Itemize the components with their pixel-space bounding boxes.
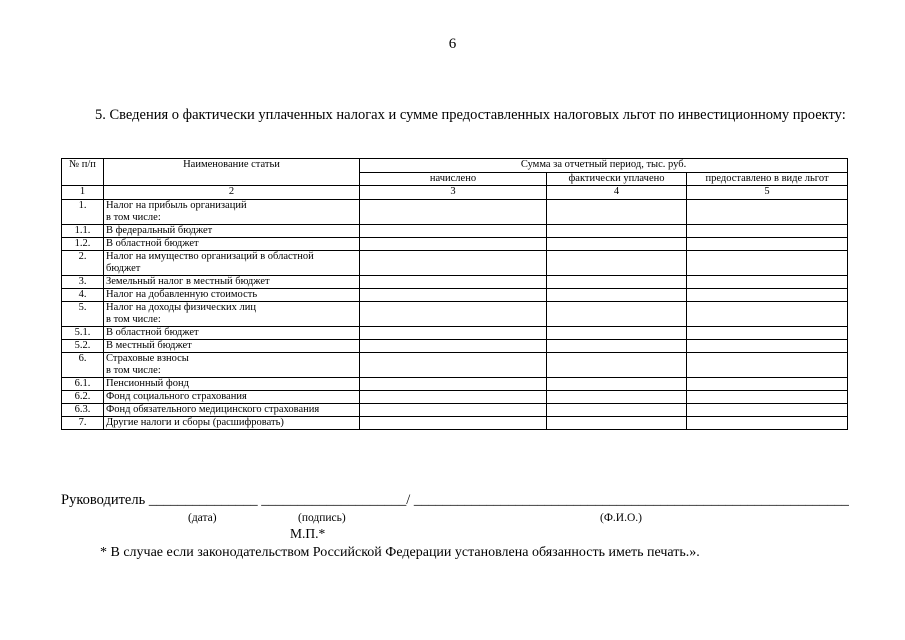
accrued-cell[interactable] [360, 404, 547, 417]
row-name-cell [104, 276, 360, 289]
table-row [62, 353, 848, 378]
paid-cell[interactable] [547, 378, 687, 391]
row-name-continuation: в том числе: [106, 365, 161, 376]
benefit-cell[interactable] [687, 302, 848, 327]
table-row [62, 289, 848, 302]
accrued-cell[interactable] [360, 340, 547, 353]
column-number: 1 [62, 186, 104, 200]
benefit-cell[interactable] [687, 251, 848, 276]
accrued-cell[interactable] [360, 378, 547, 391]
row-number: 1.1. [62, 225, 104, 238]
benefit-cell[interactable] [687, 391, 848, 404]
table-body [62, 186, 848, 430]
benefit-cell[interactable] [687, 276, 848, 289]
table-row [62, 238, 848, 251]
date-label: (дата) [188, 512, 217, 524]
fio-label: (Ф.И.О.) [600, 512, 642, 524]
table-row [62, 302, 848, 327]
header-accrued: начислено [360, 172, 547, 186]
row-name-cell [104, 340, 360, 353]
benefit-cell[interactable] [687, 353, 848, 378]
accrued-cell[interactable] [360, 327, 547, 340]
table-row [62, 404, 848, 417]
accrued-cell[interactable] [360, 289, 547, 302]
benefit-cell[interactable] [687, 289, 848, 302]
paid-cell[interactable] [547, 200, 687, 225]
header-benefit: предоставлено в виде льгот [687, 172, 848, 186]
table-row [62, 378, 848, 391]
row-number: 3. [62, 276, 104, 289]
row-name: Фонд обязательного медицинского страхования [106, 404, 320, 415]
accrued-cell[interactable] [360, 302, 547, 327]
row-name: Фонд социального страхования [106, 391, 247, 402]
accrued-cell[interactable] [360, 353, 547, 378]
row-name: Налог на прибыль организаций [106, 200, 247, 211]
row-number: 5.2. [62, 340, 104, 353]
table-row [62, 251, 848, 276]
paid-cell[interactable] [547, 302, 687, 327]
accrued-cell[interactable] [360, 200, 547, 225]
paid-cell[interactable] [547, 404, 687, 417]
row-name-cell [104, 327, 360, 340]
row-name: В федеральный бюджет [106, 225, 213, 236]
column-number: 4 [547, 186, 687, 200]
row-number: 5.1. [62, 327, 104, 340]
table-row [62, 276, 848, 289]
page-number: 6 [448, 36, 457, 52]
column-number-row [62, 186, 848, 200]
row-name-cell [104, 404, 360, 417]
column-number: 5 [687, 186, 848, 200]
benefit-cell[interactable] [687, 327, 848, 340]
row-number: 1.2. [62, 238, 104, 251]
row-name-cell [104, 391, 360, 404]
header-num: № п/п [62, 159, 104, 186]
row-name-cell [104, 200, 360, 225]
benefit-cell[interactable] [687, 200, 848, 225]
signature-label: (подпись) [298, 512, 346, 524]
tax-table [61, 158, 848, 430]
table-row [62, 327, 848, 340]
row-number: 1. [62, 200, 104, 225]
row-name: Страховые взносы [106, 353, 189, 364]
row-name: Налог на имущество организаций в областной [106, 251, 314, 262]
paid-cell[interactable] [547, 340, 687, 353]
row-name: Налог на доходы физических лиц [106, 302, 256, 313]
paid-cell[interactable] [547, 327, 687, 340]
row-name-cell [104, 302, 360, 327]
paid-cell[interactable] [547, 276, 687, 289]
row-name-cell [104, 238, 360, 251]
row-name-cell [104, 417, 360, 430]
benefit-cell[interactable] [687, 238, 848, 251]
header-sum-group: Сумма за отчетный период, тыс. руб. [360, 159, 848, 173]
row-number: 6.2. [62, 391, 104, 404]
row-name: В областной бюджет [106, 238, 199, 249]
row-number: 6. [62, 353, 104, 378]
benefit-cell[interactable] [687, 378, 848, 391]
paid-cell[interactable] [547, 391, 687, 404]
paid-cell[interactable] [547, 289, 687, 302]
table-row [62, 225, 848, 238]
header-paid: фактически уплачено [547, 172, 687, 186]
row-name-continuation: в том числе: [106, 212, 161, 223]
row-number: 6.1. [62, 378, 104, 391]
benefit-cell[interactable] [687, 340, 848, 353]
benefit-cell[interactable] [687, 225, 848, 238]
row-number: 6.3. [62, 404, 104, 417]
table-row [62, 340, 848, 353]
row-name-cell [104, 378, 360, 391]
header-name: Наименование статьи [104, 159, 360, 186]
row-name-cell [104, 251, 360, 276]
row-name-continuation: бюджет [106, 263, 141, 274]
row-name-cell [104, 289, 360, 302]
benefit-cell[interactable] [687, 417, 848, 430]
stamp-label: М.П.* [290, 526, 326, 541]
row-number: 2. [62, 251, 104, 276]
row-number: 5. [62, 302, 104, 327]
row-name: Налог на добавленную стоимость [106, 289, 258, 300]
benefit-cell[interactable] [687, 404, 848, 417]
column-number: 2 [104, 186, 360, 200]
table-row [62, 417, 848, 430]
footnote: * В случае если законодательством Российской Федерации установлена обязанность иметь печать.». [100, 545, 700, 560]
paid-cell[interactable] [547, 251, 687, 276]
row-name: Другие налоги и сборы (расшифровать) [106, 417, 284, 428]
row-name: Пенсионный фонд [106, 378, 189, 389]
paid-cell[interactable] [547, 417, 687, 430]
accrued-cell[interactable] [360, 251, 547, 276]
row-name: В местный бюджет [106, 340, 192, 351]
section-heading: 5. Сведения о фактически уплаченных налогах и сумме предоставленных налоговых льгот по инвестиционному проекту: [95, 107, 846, 123]
accrued-cell[interactable] [360, 276, 547, 289]
paid-cell[interactable] [547, 238, 687, 251]
paid-cell[interactable] [547, 353, 687, 378]
row-name-cell [104, 225, 360, 238]
row-name: Земельный налог в местный бюджет [106, 276, 270, 287]
table-row [62, 200, 848, 225]
table-row [62, 391, 848, 404]
accrued-cell[interactable] [360, 238, 547, 251]
row-number: 4. [62, 289, 104, 302]
row-name-cell [104, 353, 360, 378]
accrued-cell[interactable] [360, 225, 547, 238]
accrued-cell[interactable] [360, 391, 547, 404]
row-name: В областной бюджет [106, 327, 199, 338]
paid-cell[interactable] [547, 225, 687, 238]
signature-line: Руководитель _______________ ____________________/ ____________________________________________________________ [61, 492, 849, 508]
row-name-continuation: в том числе: [106, 314, 161, 325]
row-number: 7. [62, 417, 104, 430]
accrued-cell[interactable] [360, 417, 547, 430]
column-number: 3 [360, 186, 547, 200]
